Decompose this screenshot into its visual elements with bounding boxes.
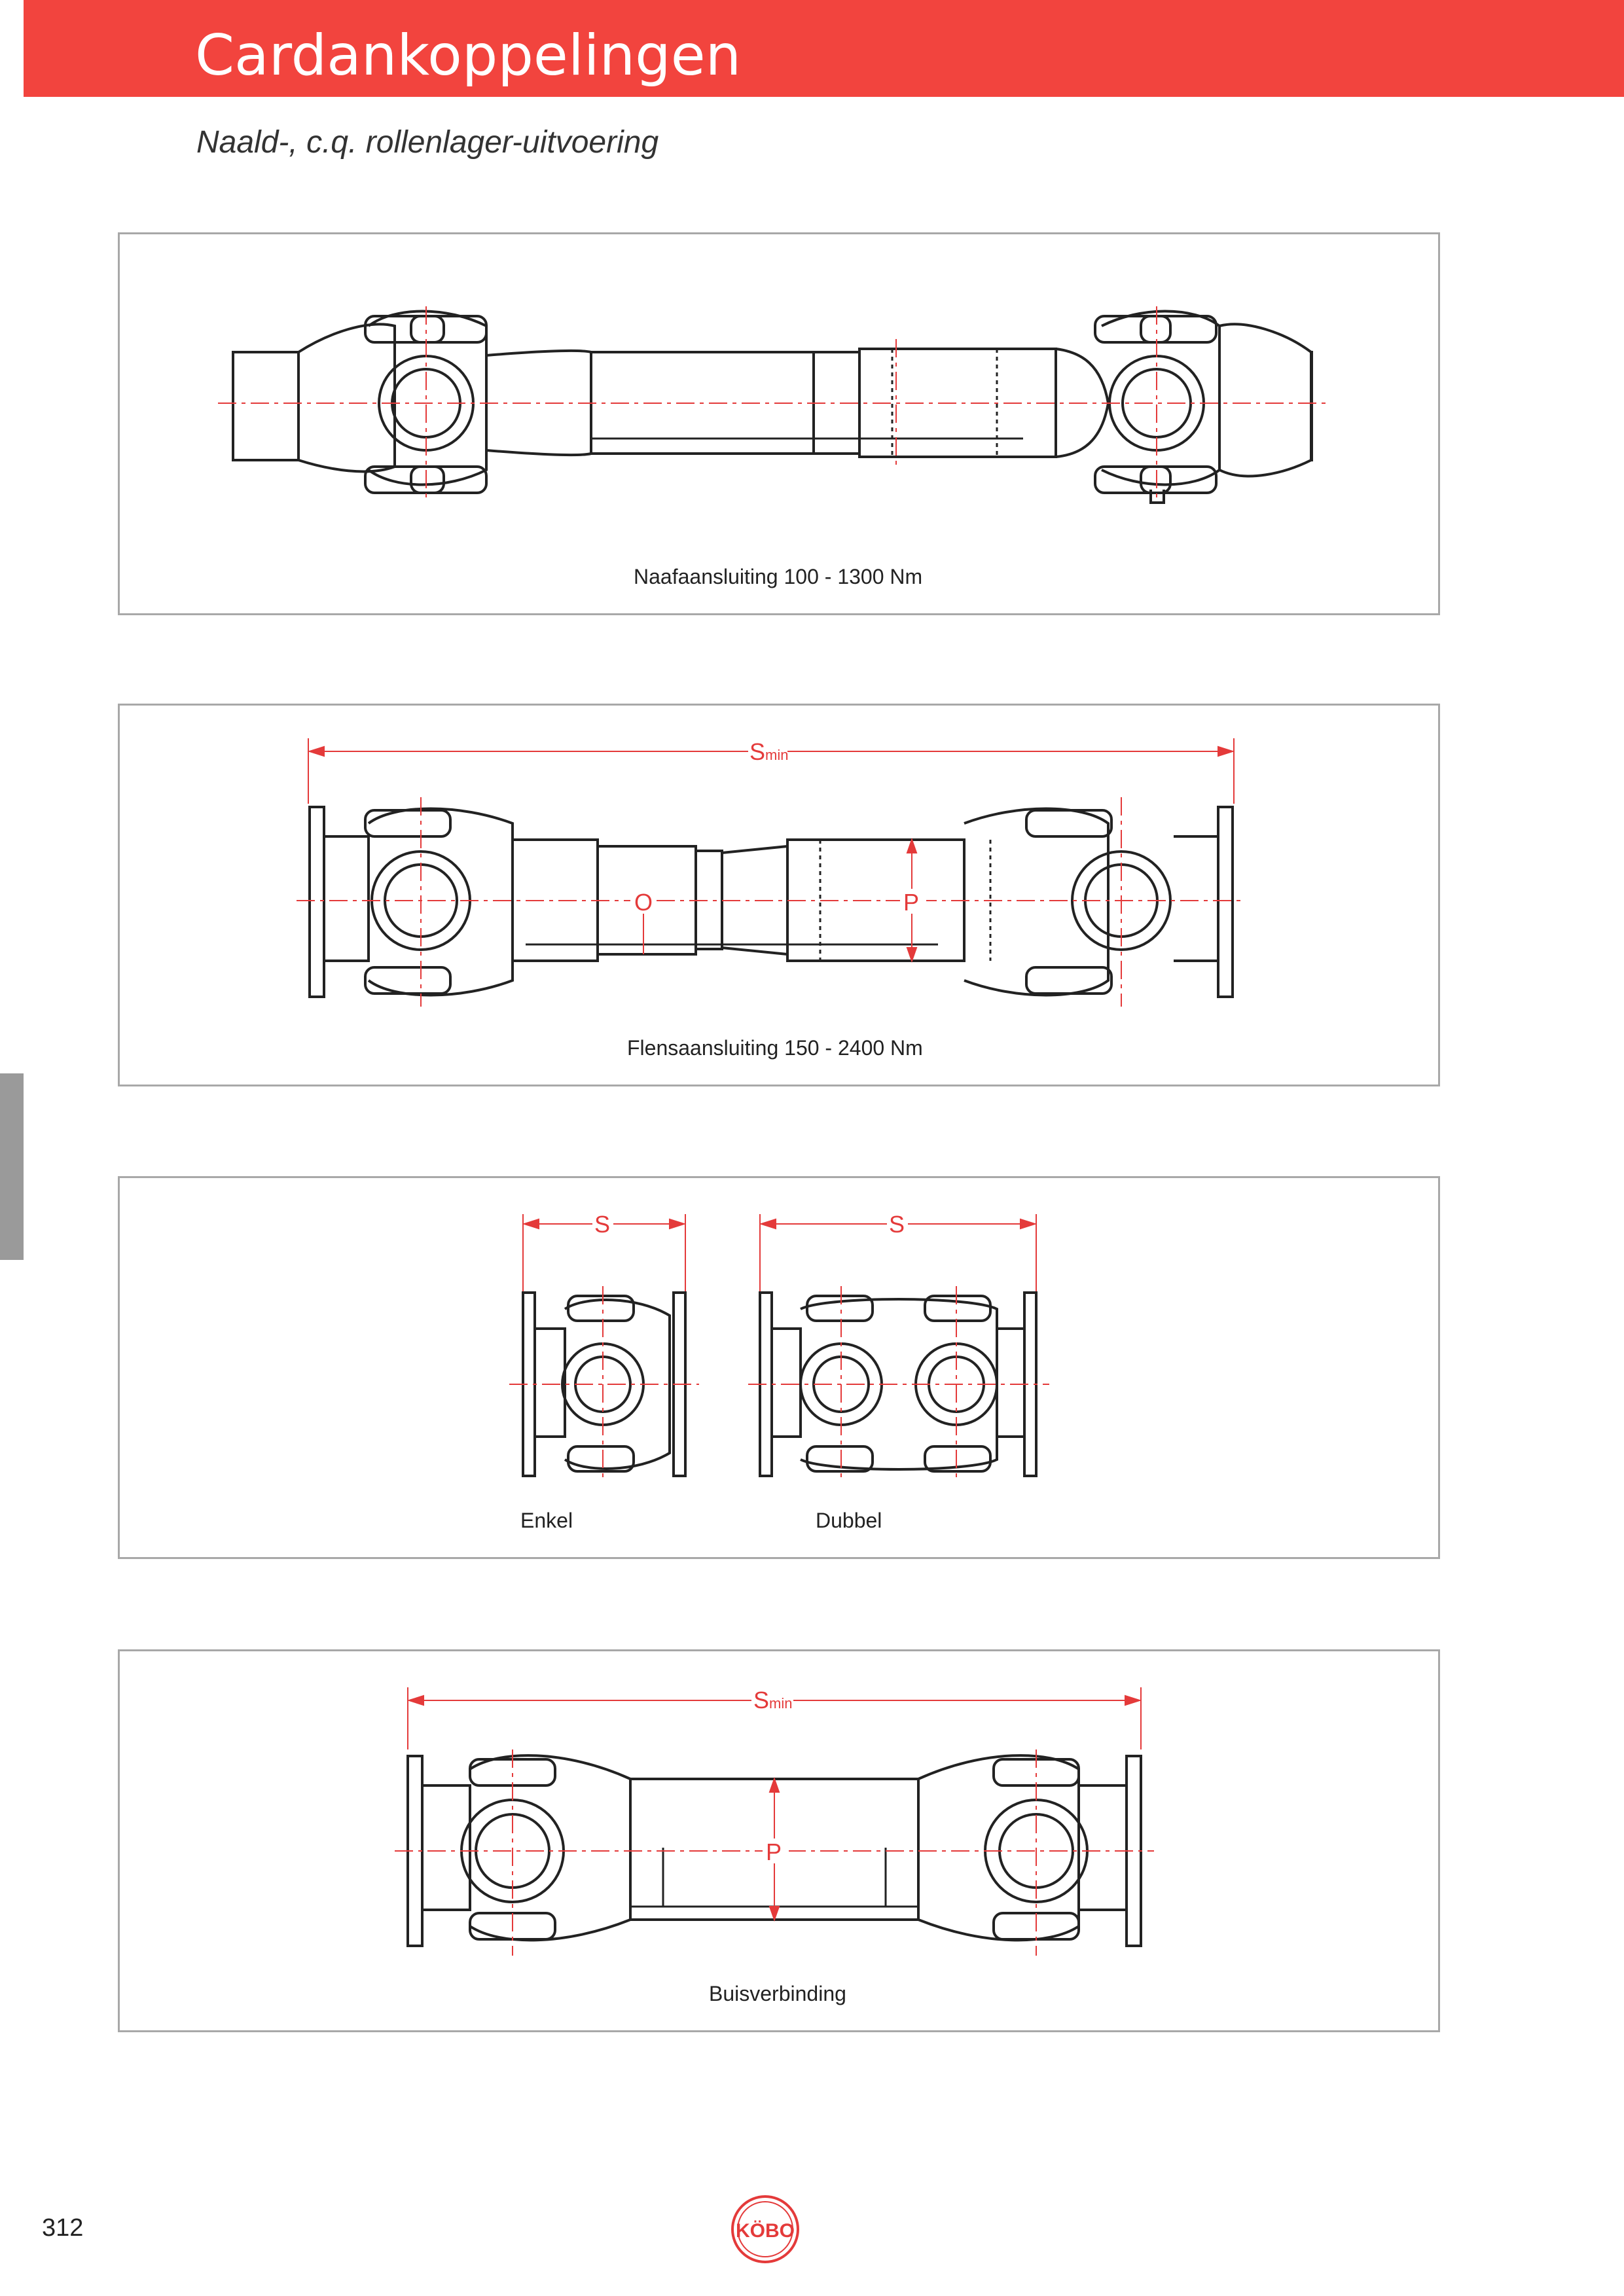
dimension-p: P — [903, 889, 920, 916]
panel-caption: Buisverbinding — [709, 1982, 846, 2005]
panel-tube-connection — [118, 1649, 1440, 2032]
dimension-s-single: S — [594, 1211, 611, 1238]
side-tab — [0, 1073, 24, 1260]
page-title: Cardankoppelingen — [195, 23, 742, 88]
flange-connection-drawing — [120, 706, 1442, 1088]
panel-single-double — [118, 1176, 1440, 1559]
page-number: 312 — [42, 2214, 84, 2242]
caption-double: Dubbel — [816, 1509, 882, 1532]
header-bar — [24, 0, 1624, 97]
dimension-s-min: Smin — [753, 1687, 793, 1713]
page-subtitle: Naald-, c.q. rollenlager-uitvoering — [196, 125, 659, 160]
panel-caption: Flensaansluiting 150 - 2400 Nm — [627, 1036, 923, 1060]
logo-text: KÖBO — [736, 2220, 795, 2242]
dimension-s-double: S — [889, 1211, 905, 1238]
kobo-logo — [729, 2193, 802, 2266]
hub-connection-drawing — [120, 234, 1442, 617]
caption-single: Enkel — [520, 1509, 573, 1532]
tube-connection-drawing — [120, 1651, 1442, 2034]
dimension-p: P — [766, 1839, 782, 1865]
panel-caption: Naafaansluiting 100 - 1300 Nm — [634, 565, 923, 588]
dimension-o: O — [634, 889, 653, 916]
single-double-drawing — [120, 1178, 1442, 1561]
panel-flange-connection — [118, 704, 1440, 1086]
panel-hub-connection — [118, 232, 1440, 615]
dimension-s-min: Smin — [749, 738, 789, 765]
